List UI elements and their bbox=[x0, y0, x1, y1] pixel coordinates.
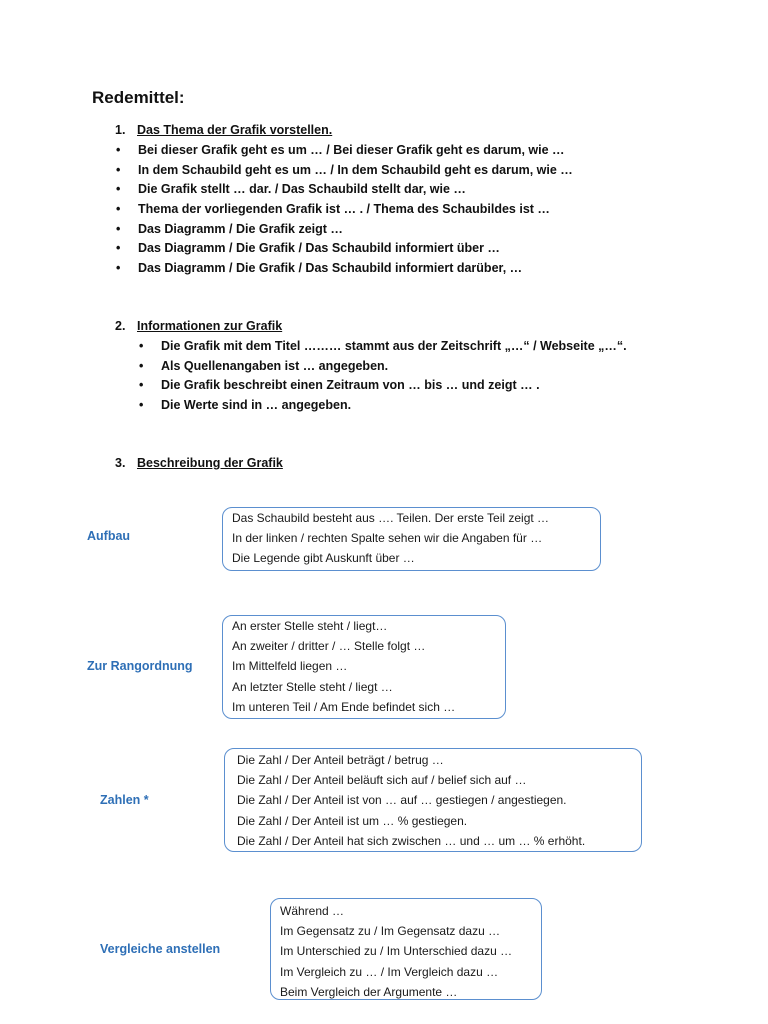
group-label-zahlen: Zahlen * bbox=[100, 793, 149, 807]
phrase-item: An letzter Stelle steht / liegt … bbox=[232, 679, 393, 694]
section-1-list bbox=[138, 141, 573, 279]
group-label-aufbau: Aufbau bbox=[87, 529, 131, 543]
phrase-item: Die Zahl / Der Anteil beträgt / betrug … bbox=[237, 753, 444, 767]
phrase-item: Beim Vergleich der Argumente … bbox=[280, 984, 458, 999]
section-3-heading bbox=[115, 456, 283, 470]
phrase-item: In der linken / rechten Spalte sehen wir die Angaben für … bbox=[232, 531, 543, 546]
list-item: • Bei dieser Grafik geht es um … / Bei dieser Grafik geht es darum, wie … bbox=[138, 141, 573, 161]
list-item: • Das Diagramm / Die Grafik zeigt … bbox=[138, 220, 573, 240]
phrase-list-vergleiche bbox=[280, 901, 512, 1002]
section-1-heading bbox=[115, 123, 332, 137]
list-item: • Als Quellenangaben ist … angegeben. bbox=[161, 357, 627, 377]
phrase-item: An erster Stelle steht / liegt… bbox=[232, 619, 388, 633]
group-label-vergleiche: Vergleiche anstellen bbox=[100, 942, 221, 956]
phrase-list-zahlen bbox=[237, 750, 585, 851]
list-item: • Thema der vorliegenden Grafik ist … . / Thema des Schaubildes ist … bbox=[138, 200, 573, 220]
phrase-item: Im unteren Teil / Am Ende befindet sich … bbox=[232, 699, 456, 714]
phrase-list-rangordnung bbox=[232, 616, 455, 717]
phrase-item: Im Mittelfeld liegen … bbox=[232, 659, 348, 674]
phrase-item: Die Zahl / Der Anteil ist um … % gestiegen. bbox=[237, 813, 468, 828]
phrase-item: Die Legende gibt Auskunft über … bbox=[232, 551, 415, 566]
section-2-heading bbox=[115, 319, 282, 333]
list-item: • Das Diagramm / Die Grafik / Das Schaubild informiert darüber, … bbox=[138, 259, 573, 279]
phrase-item: Die Zahl / Der Anteil hat sich zwischen … und … um … % erhöht. bbox=[237, 833, 586, 848]
phrase-item: Während … bbox=[280, 904, 345, 918]
section-2-title: Informationen zur Grafik bbox=[137, 319, 283, 333]
list-item: • Die Grafik beschreibt einen Zeitraum von … bis … und zeigt … . bbox=[161, 376, 627, 396]
phrase-item: An zweiter / dritter / … Stelle folgt … bbox=[232, 639, 426, 654]
section-3-title: Beschreibung der Grafik bbox=[137, 456, 283, 470]
list-item: • In dem Schaubild geht es um … / In dem Schaubild geht es darum, wie … bbox=[138, 161, 573, 181]
section-1-title: Das Thema der Grafik vorstellen. bbox=[137, 123, 333, 137]
phrase-item: Das Schaubild besteht aus …. Teilen. Der erste Teil zeigt … bbox=[232, 511, 550, 525]
section-3-number: 3. bbox=[115, 456, 126, 470]
list-item: • Die Werte sind in … angegeben. bbox=[161, 396, 627, 416]
list-item: • Die Grafik stellt … dar. / Das Schaubild stellt dar, wie … bbox=[138, 180, 573, 200]
page-title: Redemittel: bbox=[92, 88, 185, 107]
phrase-list-aufbau bbox=[232, 508, 549, 569]
phrase-item: Im Vergleich zu … / Im Vergleich dazu … bbox=[280, 964, 499, 979]
group-label-rangordnung: Zur Rangordnung bbox=[87, 659, 193, 673]
list-item: • Die Grafik mit dem Titel ……… stammt aus der Zeitschrift „…“ / Webseite „…“. bbox=[161, 337, 627, 357]
list-item: • Das Diagramm / Die Grafik / Das Schaubild informiert über … bbox=[138, 239, 573, 259]
phrase-item: Die Zahl / Der Anteil ist von … auf … gestiegen / angestiegen. bbox=[237, 793, 567, 808]
section-2-list bbox=[161, 337, 627, 416]
phrase-item: Im Unterschied zu / Im Unterschied dazu … bbox=[280, 944, 513, 959]
phrase-item: Die Zahl / Der Anteil beläuft sich auf / belief sich auf … bbox=[237, 773, 527, 788]
section-1-number: 1. bbox=[115, 123, 126, 137]
section-2-number: 2. bbox=[115, 319, 126, 333]
phrase-item: Im Gegensatz zu / Im Gegensatz dazu … bbox=[280, 924, 501, 939]
